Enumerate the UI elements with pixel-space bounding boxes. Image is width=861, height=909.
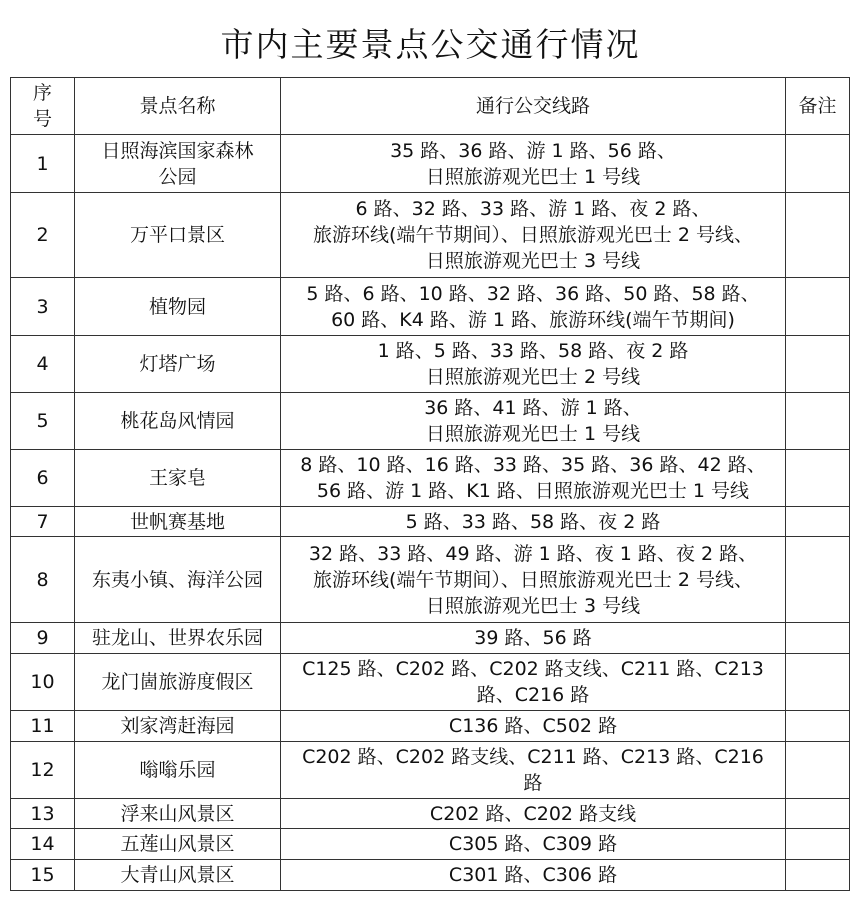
cell-site-name	[75, 654, 281, 711]
site-name-line: 世帆赛基地	[129, 510, 225, 533]
site-name-line: 灯塔广场	[139, 353, 216, 375]
table-row	[11, 860, 850, 891]
cell-remarks	[786, 336, 850, 393]
page-title: 市内主要景点公交通行情况	[220, 25, 641, 64]
site-name-line: 五莲山风景区	[120, 833, 235, 855]
cell-serial-number: 6	[11, 450, 75, 507]
site-name-line: 桃花岛风情园	[120, 410, 235, 432]
bus-route-line: 6 路、32 路、33 路、游 1 路、夜 2 路、	[355, 198, 711, 220]
table-row	[11, 135, 850, 193]
header-serial-line-1: 序	[32, 82, 52, 104]
cell-remarks	[786, 450, 850, 507]
cell-serial-number: 13	[11, 799, 75, 829]
cell-remarks	[786, 654, 850, 711]
bus-route-line: 日照旅游观光巴士 3 号线	[425, 594, 641, 617]
bus-route-line: C202 路、C202 路支线、C211 路、C213 路、C216	[302, 746, 764, 768]
cell-serial-number: 3	[11, 278, 75, 336]
cell-serial-number: 15	[11, 860, 75, 891]
header-serial-line-2: 号	[32, 108, 52, 130]
site-name-line: 刘家湾赶海园	[120, 715, 235, 737]
table-row	[11, 537, 850, 623]
bus-route-line: 日照旅游观光巴士 1 号线	[425, 165, 641, 188]
table-row	[11, 278, 850, 336]
site-name-line: 王家皂	[148, 467, 206, 489]
cell-bus-routes	[281, 623, 786, 654]
cell-bus-routes	[281, 278, 786, 336]
bus-route-line: 60 路、K4 路、游 1 路、旅游环线(端午节期间)	[331, 308, 735, 331]
site-name-line: 大青山风景区	[120, 864, 235, 886]
table-row	[11, 742, 850, 799]
table-row	[11, 393, 850, 450]
bus-routes-table	[10, 77, 850, 891]
cell-serial-number: 11	[11, 711, 75, 742]
cell-remarks	[786, 711, 850, 742]
cell-serial-number: 8	[11, 537, 75, 623]
cell-bus-routes	[281, 654, 786, 711]
cell-serial-number: 5	[11, 393, 75, 450]
cell-remarks	[786, 135, 850, 193]
table-row	[11, 711, 850, 742]
cell-remarks	[786, 829, 850, 860]
site-name-line: 东夷小镇、海洋公园	[91, 568, 263, 591]
table-row	[11, 507, 850, 537]
site-name-line: 浮来山风景区	[120, 802, 235, 825]
cell-serial-number: 9	[11, 623, 75, 654]
header-bus-routes: 通行公交线路	[281, 78, 786, 135]
bus-route-line: C301 路、C306 路	[448, 864, 618, 886]
cell-bus-routes	[281, 450, 786, 507]
cell-bus-routes	[281, 336, 786, 393]
cell-site-name	[75, 278, 281, 336]
table-header-row	[11, 78, 850, 135]
bus-route-line: 旅游环线(端午节期间）、日照旅游观光巴士 2 号线、	[312, 568, 754, 591]
cell-serial-number: 1	[11, 135, 75, 193]
cell-bus-routes	[281, 507, 786, 537]
cell-site-name	[75, 393, 281, 450]
header-remarks: 备注	[786, 78, 850, 135]
cell-remarks	[786, 742, 850, 799]
bus-route-line: 1 路、5 路、33 路、58 路、夜 2 路	[377, 340, 689, 362]
cell-remarks	[786, 278, 850, 336]
cell-remarks	[786, 393, 850, 450]
site-name-line: 公园	[158, 165, 197, 188]
table-row	[11, 623, 850, 654]
table-row	[11, 654, 850, 711]
bus-route-line: 5 路、6 路、10 路、32 路、36 路、50 路、58 路、	[306, 282, 760, 305]
cell-remarks	[786, 537, 850, 623]
site-name-line: 植物园	[148, 295, 206, 318]
bus-route-line: 5 路、33 路、58 路、夜 2 路	[405, 510, 661, 533]
cell-serial-number: 14	[11, 829, 75, 860]
cell-remarks	[786, 860, 850, 891]
cell-bus-routes	[281, 799, 786, 829]
bus-route-line: 8 路、10 路、16 路、33 路、35 路、36 路、42 路、	[300, 454, 766, 476]
cell-serial-number: 7	[11, 507, 75, 537]
cell-site-name	[75, 829, 281, 860]
bus-route-line: C202 路、C202 路支线	[429, 802, 637, 825]
table-row	[11, 799, 850, 829]
cell-bus-routes	[281, 393, 786, 450]
cell-remarks	[786, 507, 850, 537]
cell-serial-number: 2	[11, 193, 75, 278]
cell-remarks	[786, 193, 850, 278]
cell-site-name	[75, 860, 281, 891]
cell-site-name	[75, 799, 281, 829]
bus-route-line: C136 路、C502 路	[448, 715, 618, 737]
cell-site-name	[75, 711, 281, 742]
site-name-line: 日照海滨国家森林	[101, 139, 254, 162]
cell-bus-routes	[281, 742, 786, 799]
cell-site-name	[75, 623, 281, 654]
bus-route-line: 旅游环线(端午节期间）、日照旅游观光巴士 2 号线、	[312, 224, 754, 246]
site-name-line: 龙门崮旅游度假区	[101, 671, 254, 693]
bus-route-line: 日照旅游观光巴士 2 号线	[425, 366, 641, 388]
site-name-line: 嗡嗡乐园	[139, 759, 216, 781]
bus-route-line: 路、C216 路	[476, 684, 590, 706]
bus-route-line: C305 路、C309 路	[448, 833, 618, 855]
cell-remarks	[786, 623, 850, 654]
site-name-line: 万平口景区	[129, 224, 225, 246]
bus-route-line: 日照旅游观光巴士 1 号线	[425, 423, 641, 445]
cell-bus-routes	[281, 860, 786, 891]
cell-bus-routes	[281, 135, 786, 193]
bus-route-line: 日照旅游观光巴士 3 号线	[425, 250, 641, 272]
cell-serial-number: 4	[11, 336, 75, 393]
cell-serial-number: 12	[11, 742, 75, 799]
bus-route-line: 35 路、36 路、游 1 路、56 路、	[390, 139, 676, 162]
cell-remarks	[786, 799, 850, 829]
cell-site-name	[75, 450, 281, 507]
header-site-name: 景点名称	[75, 78, 281, 135]
bus-route-line: 36 路、41 路、游 1 路、	[424, 397, 642, 419]
bus-route-line: 路	[523, 772, 543, 794]
cell-site-name	[75, 742, 281, 799]
cell-site-name	[75, 135, 281, 193]
cell-bus-routes	[281, 829, 786, 860]
cell-site-name	[75, 336, 281, 393]
cell-bus-routes	[281, 193, 786, 278]
cell-serial-number: 10	[11, 654, 75, 711]
table-row	[11, 450, 850, 507]
bus-route-line: 32 路、33 路、49 路、游 1 路、夜 1 路、夜 2 路、	[308, 542, 758, 565]
table-row	[11, 336, 850, 393]
cell-site-name	[75, 193, 281, 278]
bus-route-line: 39 路、56 路	[474, 627, 592, 649]
table-row	[11, 193, 850, 278]
header-serial-number	[11, 78, 75, 135]
site-name-line: 驻龙山、世界农乐园	[91, 627, 263, 649]
cell-site-name	[75, 537, 281, 623]
cell-site-name	[75, 507, 281, 537]
bus-route-line: C125 路、C202 路、C202 路支线、C211 路、C213	[302, 658, 764, 680]
bus-route-line: 56 路、游 1 路、K1 路、日照旅游观光巴士 1 号线	[316, 480, 750, 502]
cell-bus-routes	[281, 537, 786, 623]
table-row	[11, 829, 850, 860]
cell-bus-routes	[281, 711, 786, 742]
